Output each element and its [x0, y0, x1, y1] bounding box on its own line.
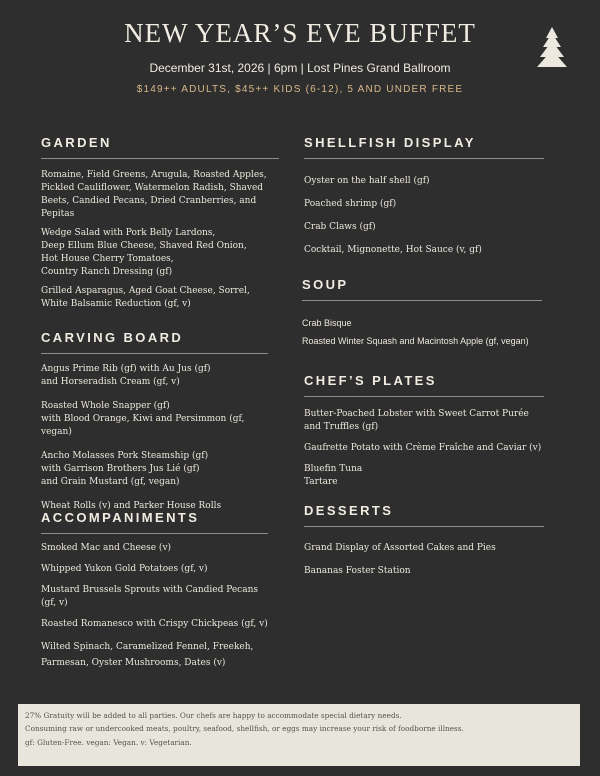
menu-item: Poached shrimp (gf) [304, 199, 397, 209]
menu-item: Gaufrette Potato with Crème Fraîche and Caviar (v) [304, 443, 542, 453]
menu-item: Ancho Molasses Pork Steamship (gf) with Garrison Brothers Jus Lié (gf) and Grain Mustard (gf, vegan) [41, 451, 209, 487]
section-chefs-plates [304, 373, 544, 489]
menu-item: Smoked Mac and Cheese (v) [41, 543, 172, 553]
menu-item: Grilled Asparagus, Aged Goat Cheese, Sorrel, White Balsamic Reduction (gf, v) [41, 286, 250, 309]
menu-item: Mustard Brussels Sprouts with Candied Pecans (gf, v) [41, 585, 259, 608]
event-details: December 31st, 2026 | 6pm | Lost Pines Grand Ballroom [149, 61, 451, 75]
health-warning: Consuming raw or undercooked meats, poultry, seafood, shellfish, or eggs may increase your risk of foodborne illness. [25, 723, 464, 733]
menu-item: Roasted Winter Squash and Macintosh Apple (gf, vegan) [302, 336, 529, 346]
pricing: $149++ ADULTS, $45++ KIDS (6-12), 5 AND UNDER FREE [136, 84, 464, 95]
section-accompaniments [41, 510, 268, 671]
menu-item: Crab Bisque [302, 318, 352, 328]
menu-item: Crab Claws (gf) [304, 222, 376, 232]
menu-item: Cocktail, Mignonette, Hot Sauce (v, gf) [304, 245, 482, 255]
page-title: NEW YEAR’S EVE BUFFET [124, 18, 476, 48]
dietary-legend: gf: Gluten-Free. vegan: Vegan. v: Vegetarian. [25, 738, 192, 747]
footer-notice [18, 704, 580, 766]
menu-item: Romaine, Field Greens, Arugula, Roasted Apples, Pickled Cauliflower, Watermelon Radish, Shaved Beets, Candied Pecans, Dried Cranberries, and Pepitas [41, 170, 267, 219]
section-shellfish-display [304, 135, 544, 257]
section-title: GARDEN [41, 135, 279, 159]
gratuity-note: 27% Gratuity will be added to all parties. Our chefs are happy to accommodate special dietary needs. [25, 711, 402, 720]
menu-item: Roasted Romanesco with Crispy Chickpeas (gf, v) [41, 619, 268, 629]
menu-item: Wheat Rolls (v) and Parker House Rolls [41, 501, 222, 511]
menu-item: Whipped Yukon Gold Potatoes (gf, v) [41, 564, 208, 574]
menu-item: Bluefin Tuna Tartare [304, 464, 363, 487]
menu-item: Roasted Whole Snapper (gf) with Blood Orange, Kiwi and Persimmon (gf, vegan) [41, 401, 245, 437]
section-soup [302, 277, 542, 348]
menu-item: Wedge Salad with Pork Belly Lardons, Deep Ellum Blue Cheese, Shaved Red Onion, Hot House Cherry Tomatoes, Country Ranch Dressing (gf) [41, 228, 247, 277]
section-title: SOUP [302, 277, 542, 301]
section-desserts [304, 503, 544, 578]
section-title: ACCOMPANIMENTS [41, 510, 268, 534]
menu-item: Oyster on the half shell (gf) [304, 176, 430, 186]
menu-item: Butter-Poached Lobster with Sweet Carrot Purée and Truffles (gf) [304, 409, 529, 432]
section-title: SHELLFISH DISPLAY [304, 135, 544, 159]
section-title: CHEF’S PLATES [304, 373, 544, 397]
section-garden [41, 135, 279, 311]
section-carving-board [41, 330, 268, 513]
menu-item: Wilted Spinach, Caramelized Fennel, Freekeh, Parmesan, Oyster Mushrooms, Dates (v) [41, 642, 254, 668]
menu-item: Grand Display of Assorted Cakes and Pies [304, 543, 496, 553]
menu-item: Bananas Foster Station [304, 566, 411, 576]
section-title: CARVING BOARD [41, 330, 268, 354]
menu-item: Angus Prime Rib (gf) with Au Jus (gf) and Horseradish Cream (gf, v) [41, 364, 211, 387]
section-title: DESSERTS [304, 503, 544, 527]
